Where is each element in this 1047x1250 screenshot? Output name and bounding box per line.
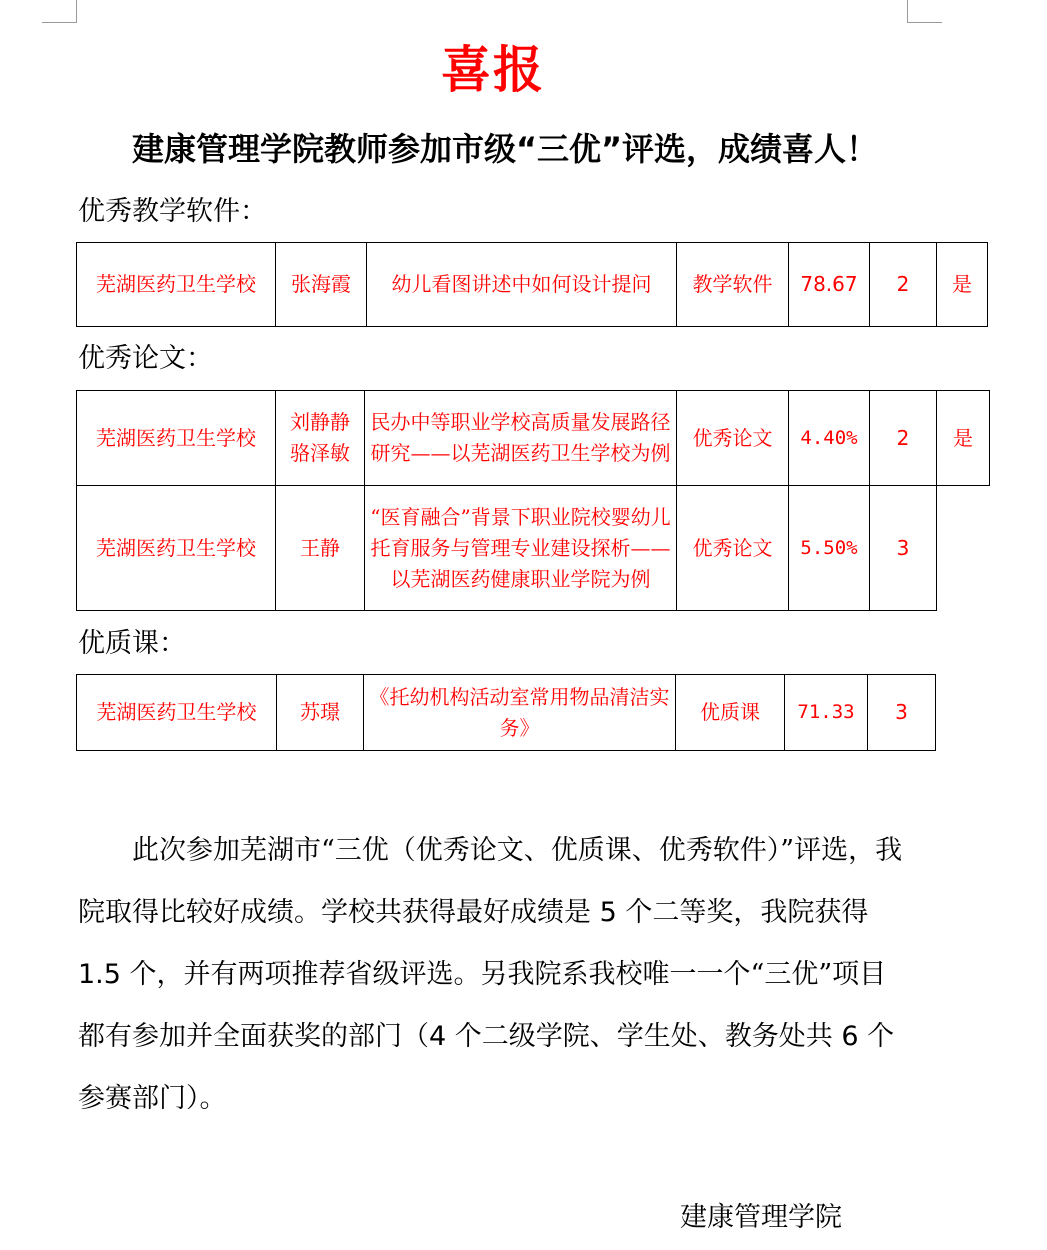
recommended-cell: 是: [937, 243, 988, 327]
category-cell: 教学软件: [677, 243, 789, 327]
quality-course-award-table: [76, 674, 936, 751]
software-award-table: [76, 242, 988, 327]
section-label-quality-course: 优质课：: [78, 628, 186, 659]
score-cell: 71.33: [785, 675, 868, 751]
table-row: [77, 243, 988, 327]
paragraph-number: 1.5: [78, 959, 130, 990]
page-subtitle: 建康管理学院教师参加市级“三优”评选，成绩喜人！: [131, 130, 879, 168]
school-cell: 芜湖医药卫生学校: [77, 486, 276, 611]
category-cell: 优质课: [676, 675, 785, 751]
paragraph-text: 个二级学院、学生处、教务处共: [454, 1021, 833, 1052]
teacher-cell: 王静: [276, 486, 365, 611]
section-label-software: 优秀教学软件：: [78, 196, 267, 227]
rank-cell: 3: [868, 675, 936, 751]
rank-cell: 3: [870, 486, 937, 611]
work-title-cell: 幼儿看图讲述中如何设计提问: [367, 243, 677, 327]
summary-paragraph: [78, 820, 912, 1130]
empty-cell: [937, 486, 990, 611]
page-corner-mark-right: [907, 0, 942, 23]
teacher-cell: 张海霞: [276, 243, 367, 327]
paragraph-number: 4: [429, 1021, 455, 1052]
score-cell: 78.67: [789, 243, 870, 327]
papers-award-table: [76, 390, 990, 611]
school-cell: 芜湖医药卫生学校: [77, 391, 276, 486]
work-title-cell: 民办中等职业学校高质量发展路径研究——以芜湖医药卫生学校为例: [365, 391, 677, 486]
paragraph-text: 此次参加芜湖市“三优（优秀论文、优质课、优秀软件）”评选，我院取得比较好成绩。学校共获得最好成绩是: [78, 835, 903, 928]
page-title: 喜报: [441, 41, 545, 99]
section-label-papers: 优秀论文：: [78, 343, 213, 374]
score-cell: 5.50%: [789, 486, 870, 611]
school-cell: 芜湖医药卫生学校: [77, 243, 276, 327]
table-row: [77, 486, 990, 611]
teacher-cell: 刘静静 骆泽敏: [276, 391, 365, 486]
signature: 建康管理学院: [680, 1202, 842, 1233]
recommended-cell: 是: [937, 391, 990, 486]
score-cell: 4.40%: [789, 391, 870, 486]
table-row: [77, 675, 936, 751]
paragraph-number: 6: [832, 1021, 868, 1052]
rank-cell: 2: [870, 391, 937, 486]
rank-cell: 2: [870, 243, 937, 327]
school-cell: 芜湖医药卫生学校: [77, 675, 277, 751]
work-title-cell: “医育融合”背景下职业院校婴幼儿托育服务与管理专业建设探析——以芜湖医药健康职业学院为例: [365, 486, 677, 611]
work-title-cell: 《托幼机构活动室常用物品清洁实务》: [364, 675, 676, 751]
category-cell: 优秀论文: [677, 486, 789, 611]
paragraph-text: 个参赛部门）。: [78, 1021, 895, 1114]
paragraph-number: 5: [591, 897, 626, 928]
page-corner-mark-left: [42, 0, 77, 23]
category-cell: 优秀论文: [677, 391, 789, 486]
teacher-cell: 苏璟: [277, 675, 364, 751]
paragraph-text: 个，并有两项推荐省级评选。另我院系我校唯一一个“三优”项目都有参加并全面获奖的部门（: [78, 959, 887, 1052]
table-row: [77, 391, 990, 486]
paragraph-text: 个二等奖，我院获得: [625, 897, 869, 928]
